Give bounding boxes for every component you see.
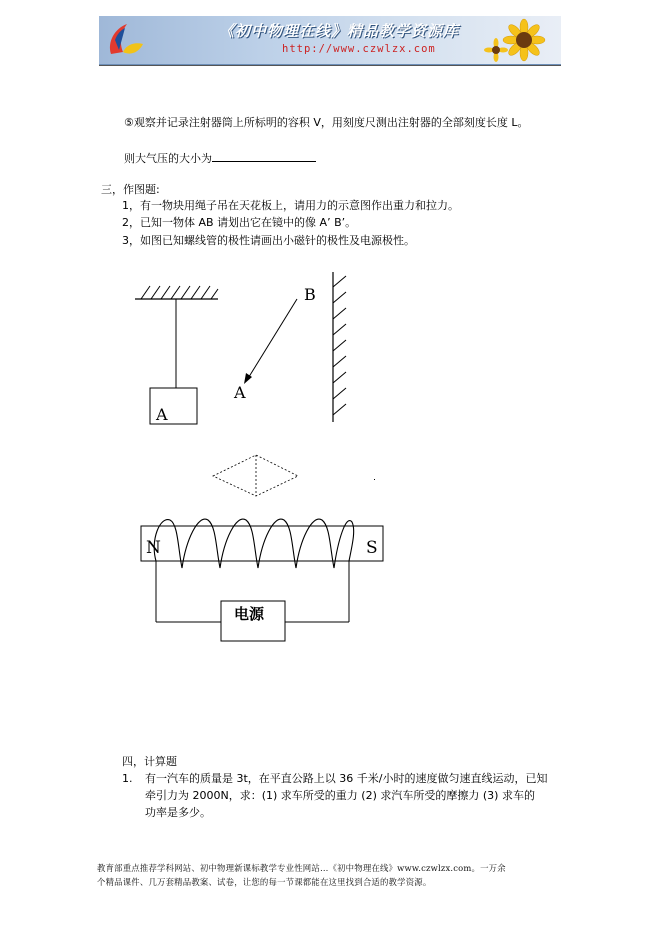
drawing-item-2: 2，已知一物体 AB 请划出它在镜中的像 A’ B’。 bbox=[122, 216, 357, 229]
pole-s-label: S bbox=[366, 538, 378, 558]
arrow-label-a: A bbox=[234, 383, 246, 402]
step-5-text: ⑤观察并记录注射器筒上所标明的容积 V，用刻度尺测出注射器的全部刻度长度 L。 bbox=[124, 116, 529, 129]
arrow-label-b: B bbox=[304, 285, 316, 304]
footer-line-1: 教育部重点推荐学科网站、初中物理新课标教学专业性网站…《初中物理在线》www.czwlzx.com。一万余 bbox=[97, 863, 506, 873]
question-1-line-2: 牵引力为 2000N，求：(1) 求车所受的重力 (2) 求汽车所受的摩擦力 (3) 求车的 bbox=[145, 789, 535, 802]
power-source-label: 电源 bbox=[234, 605, 265, 623]
pressure-prefix: 则大气压的大小为 bbox=[124, 152, 212, 165]
section-4-heading: 四，计算题 bbox=[122, 755, 177, 768]
solenoid-figure bbox=[141, 455, 383, 641]
question-1-line-3: 功率是多少。 bbox=[145, 806, 211, 819]
site-title: 《初中物理在线》精品教学资源库 bbox=[219, 22, 460, 40]
hanging-block-figure bbox=[135, 286, 218, 424]
question-1-number: 1. bbox=[122, 772, 133, 785]
section-3-heading: 三，作图题: bbox=[101, 183, 160, 196]
compass-needle bbox=[213, 455, 298, 496]
question-1-line-1: 有一汽车的质量是 3t，在平直公路上以 36 千米/小时的速度做匀速直线运动，已知 bbox=[145, 772, 548, 785]
footer-line-2: 个精品课件、几万套精品教案、试卷，让您的每一节课都能在这里找到合适的教学资源。 bbox=[97, 877, 432, 887]
block-label: A bbox=[156, 405, 168, 424]
page-footer bbox=[97, 861, 567, 889]
site-url: http://www.czwlzx.com bbox=[282, 43, 436, 55]
mirror-figure bbox=[233, 272, 346, 422]
drawing-item-3: 3，如图已知螺线管的极性请画出小磁针的极性及电源极性。 bbox=[122, 234, 415, 247]
drawing-item-1: 1，有一物块用绳子吊在天花板上，请用力的示意图作出重力和拉力。 bbox=[122, 199, 459, 212]
pole-n-label: N bbox=[146, 538, 161, 558]
